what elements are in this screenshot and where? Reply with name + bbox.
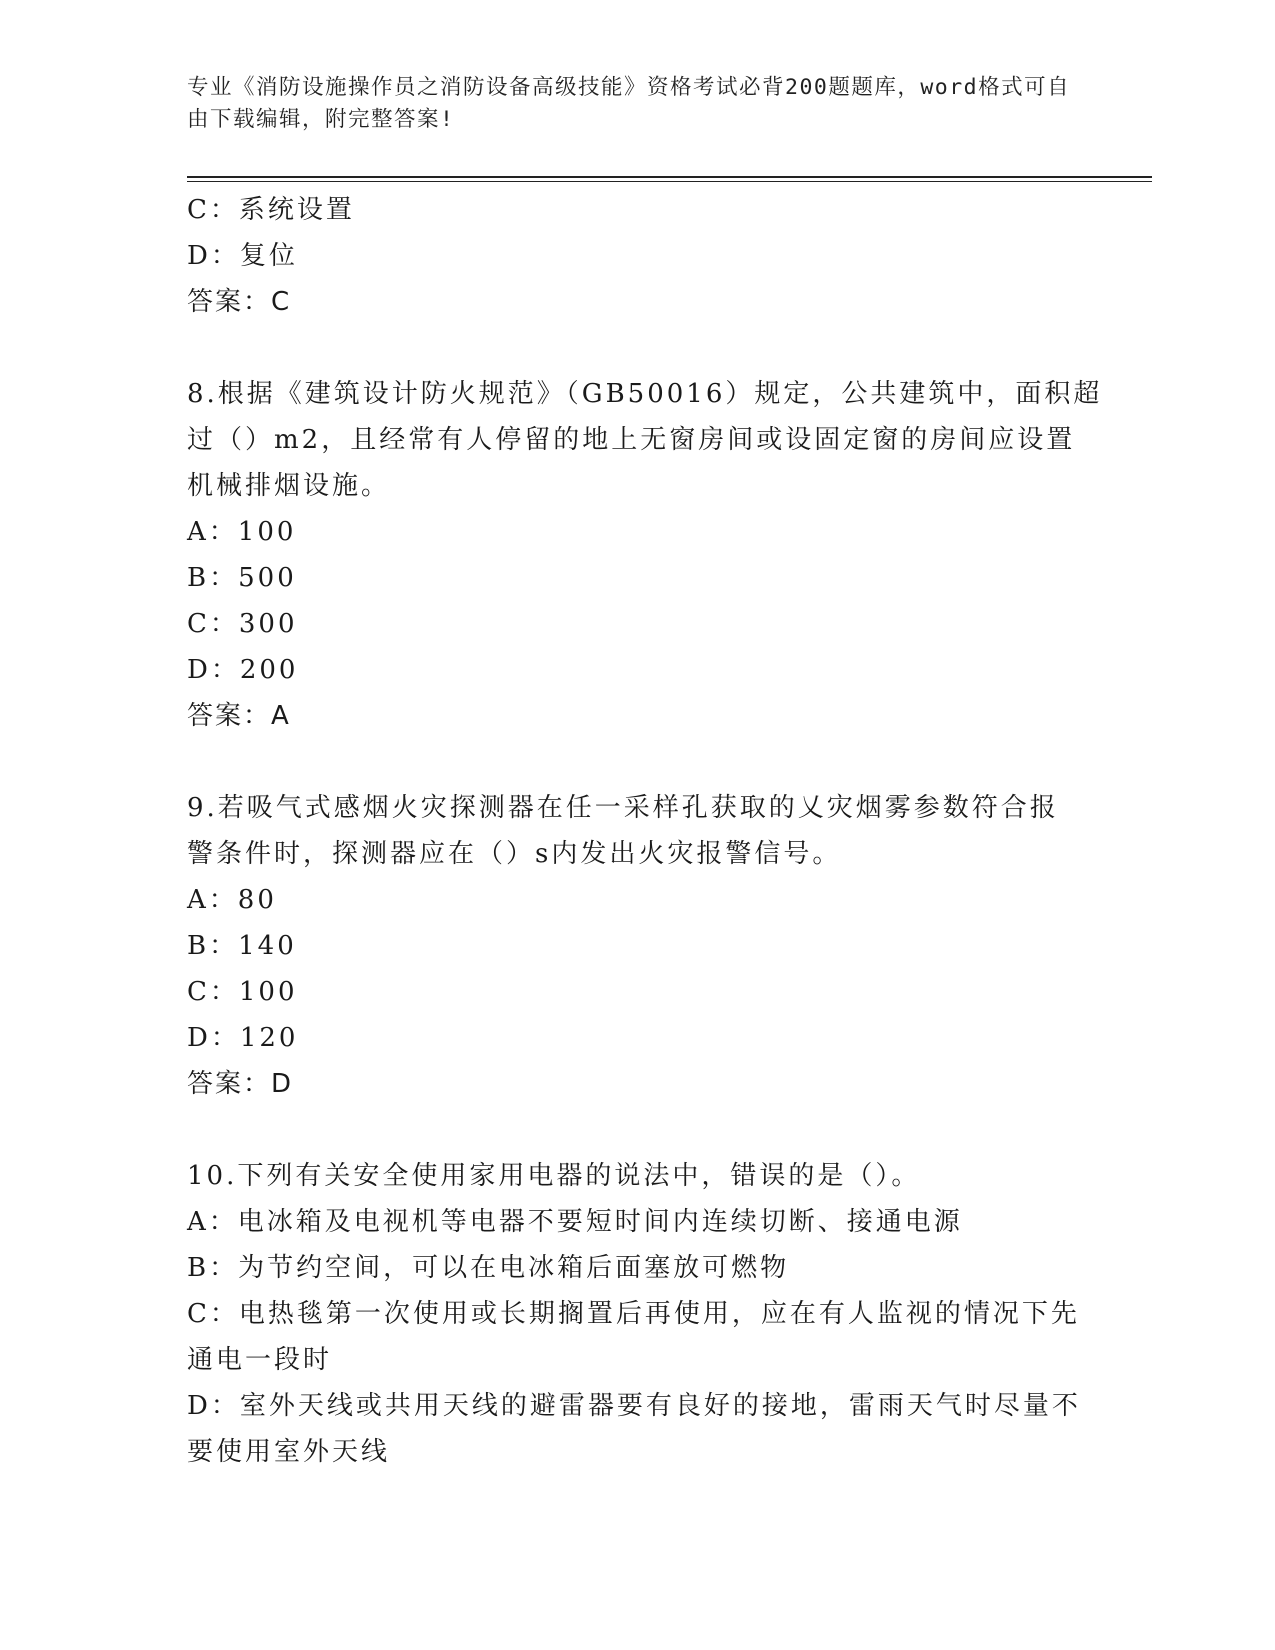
spacer xyxy=(187,1107,1087,1153)
option-b: B：500 xyxy=(187,563,297,593)
question-9 xyxy=(187,785,1087,1107)
option-c: C：100 xyxy=(187,977,298,1007)
question-stem-line: 8.根据《建筑设计防火规范》（GB50016）规定，公共建筑中，面积超 xyxy=(187,379,1103,409)
option-c: C：300 xyxy=(187,609,298,639)
option-b: B：140 xyxy=(187,931,297,961)
question-stem-line: 9.若吸气式感烟火灾探测器在任一采样孔获取的乂灾烟雾参数符合报 xyxy=(187,793,1059,823)
document-header xyxy=(187,72,1072,136)
spacer xyxy=(187,739,1087,785)
spacer xyxy=(187,325,1087,371)
option-a: A：电冰箱及电视机等电器不要短时间内连续切断、接通电源 xyxy=(187,1207,963,1237)
option-d: D：200 xyxy=(187,655,299,685)
question-stem-line: 机械排烟设施。 xyxy=(187,471,391,501)
question-stem-line: 过（）m2，且经常有人停留的地上无窗房间或设固定窗的房间应设置 xyxy=(187,425,1076,455)
option-b: B：为节约空间，可以在电冰箱后面塞放可燃物 xyxy=(187,1253,790,1283)
option-c: C：系统设置 xyxy=(187,195,355,225)
question-8 xyxy=(187,371,1103,739)
option-a: A：80 xyxy=(187,885,277,915)
header-text: 专业《消防设施操作员之消防设备高级技能》资格考试必背200题题库，word格式可自由下载编辑，附完整答案! xyxy=(187,75,1071,132)
header-divider-thick xyxy=(187,176,1152,178)
answer-line: 答案：D xyxy=(187,1069,294,1099)
header-divider-thin xyxy=(187,181,1152,182)
answer-line: 答案：C xyxy=(187,287,292,317)
option-c-continuation: 通电一段时 xyxy=(187,1345,333,1375)
option-d: D：120 xyxy=(187,1023,299,1053)
option-d: D：室外天线或共用天线的避雷器要有良好的接地，雷雨天气时尽量不 xyxy=(187,1391,1081,1421)
option-d: D：复位 xyxy=(187,241,298,271)
question-stem-line: 警条件时，探测器应在（）s内发出火灾报警信号。 xyxy=(187,839,842,869)
option-c: C：电热毯第一次使用或长期搁置后再使用，应在有人监视的情况下先 xyxy=(187,1299,1080,1329)
question-10 xyxy=(187,1153,1087,1475)
question-7-continuation xyxy=(187,187,1087,325)
option-d-continuation: 要使用室外天线 xyxy=(187,1437,391,1467)
answer-line: 答案：A xyxy=(187,701,291,731)
option-a: A：100 xyxy=(187,517,297,547)
question-list xyxy=(187,187,1103,1475)
question-stem-line: 10.下列有关安全使用家用电器的说法中，错误的是（）。 xyxy=(187,1161,921,1191)
